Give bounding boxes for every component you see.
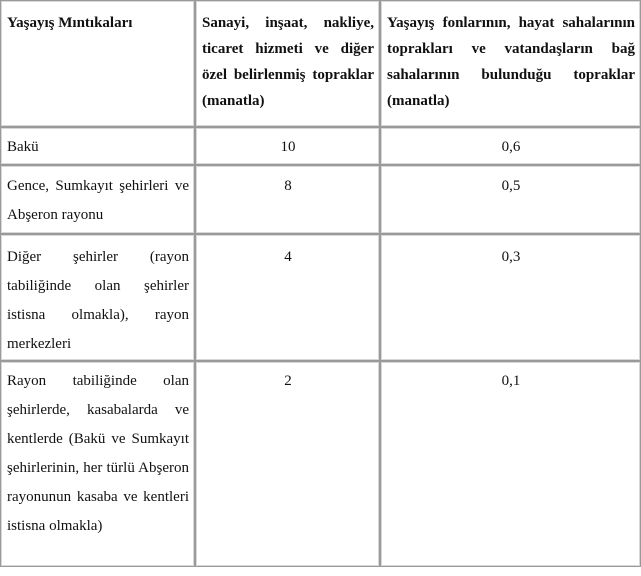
cell-industrial-rate: 2 bbox=[195, 361, 380, 567]
cell-residential-rate: 0,6 bbox=[380, 127, 641, 165]
cell-industrial-rate: 4 bbox=[195, 234, 380, 361]
header-settlement-areas: Yaşayış Mıntıkaları bbox=[0, 0, 195, 127]
table-row bbox=[0, 165, 641, 234]
table-header-row bbox=[0, 0, 641, 127]
table-row bbox=[0, 361, 641, 567]
cell-industrial-rate: 8 bbox=[195, 165, 380, 234]
header-industrial-land: Sanayi, inşaat, nakliye, ticaret hizmeti ve diğer özel belirlenmiş topraklar (manatla) bbox=[195, 0, 380, 127]
cell-area: Rayon tabiliğinde olan şehirlerde, kasabalarda ve kentlerde (Bakü ve Sumkayıt şehirlerinin, her türlü Abşeron rayonunun kasaba ve kentleri istisna olmakla) bbox=[0, 361, 195, 567]
cell-residential-rate: 0,1 bbox=[380, 361, 641, 567]
cell-area: Diğer şehirler (rayon tabiliğinde olan şehirler istisna olmakla), rayon merkezleri bbox=[0, 234, 195, 361]
cell-area: Bakü bbox=[0, 127, 195, 165]
header-residential-land: Yaşayış fonlarının, hayat sahalarının toprakları ve vatandaşların bağ sahalarının bulunduğu topraklar (manatla) bbox=[380, 0, 641, 127]
cell-residential-rate: 0,3 bbox=[380, 234, 641, 361]
cell-industrial-rate: 10 bbox=[195, 127, 380, 165]
cell-area: Gence, Sumkayıt şehirleri ve Abşeron rayonu bbox=[0, 165, 195, 234]
table-row bbox=[0, 127, 641, 165]
table-row bbox=[0, 234, 641, 361]
cell-residential-rate: 0,5 bbox=[380, 165, 641, 234]
